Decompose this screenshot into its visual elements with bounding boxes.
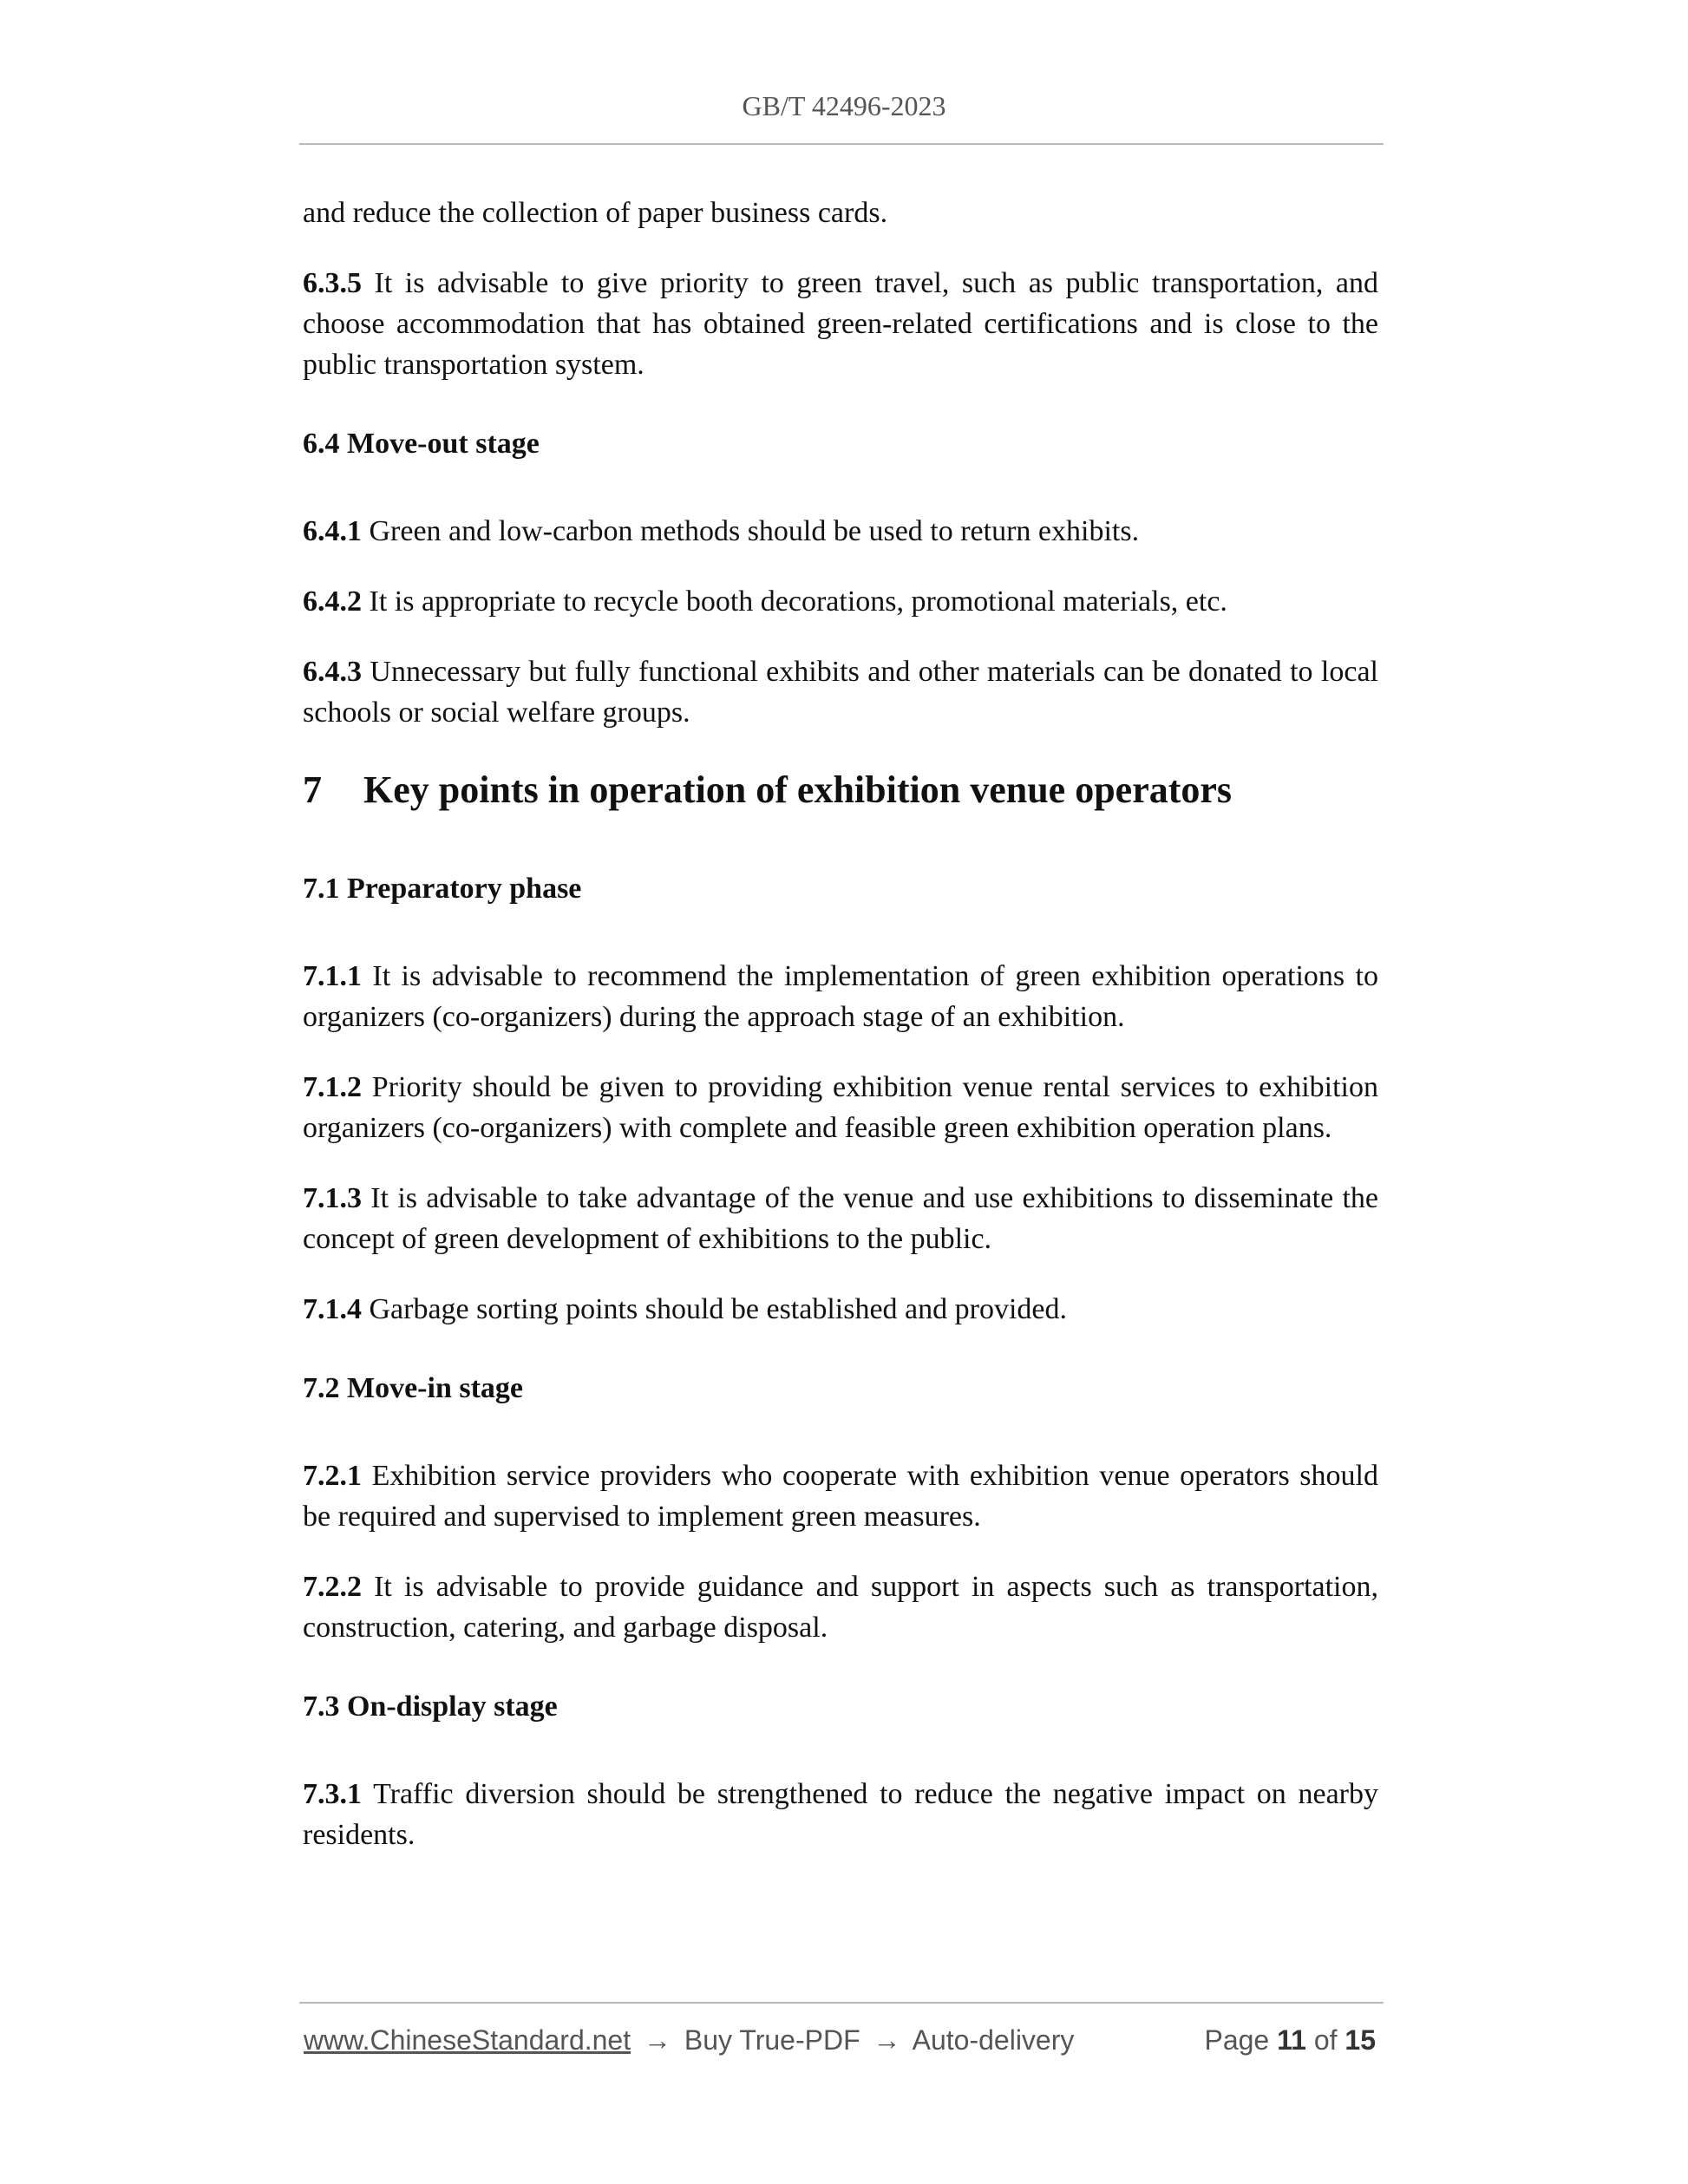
clause-number: 7.1.4 [303,1293,362,1325]
clause-7-1-3 [303,1178,1378,1259]
chapter-title: Key points in operation of exhibition venue operators [363,768,1233,811]
clause-number: 6.4.3 [303,656,362,688]
clause-number: 7.2.1 [303,1460,362,1492]
chapter-number: 7 [303,768,322,811]
clause-text: It is advisable to provide guidance and support in aspects such as transportation, construction, catering, and garbage disposal. [303,1571,1378,1644]
clause-7-3-1 [303,1774,1378,1855]
clause-7-2-1 [303,1455,1378,1537]
section-heading-6-4: 6.4 Move-out stage [303,428,540,460]
buy-pdf-text: Buy True-PDF [684,2024,860,2056]
clause-text: It is advisable to recommend the implementation of green exhibition operations to organizers (co-organizers) during the approach stage of an exhibition. [303,960,1378,1033]
clause-text: Exhibition service providers who cooperate with exhibition venue operators should be required and supervised to implement green measures. [303,1460,1378,1533]
clause-number: 6.3.5 [303,267,362,299]
paragraph-continuation [303,193,1378,233]
footer-divider [299,2002,1384,2004]
page-current: 11 [1277,2024,1306,2056]
clause-number: 7.1.3 [303,1182,362,1214]
clause-6-4-3 [303,651,1378,733]
arrow-right-icon: → [873,2024,901,2056]
clause-7-2-2 [303,1566,1378,1648]
clause-text: Unnecessary but fully functional exhibits and other materials can be donated to local schools or social welfare groups. [303,656,1378,729]
clause-6-3-5 [303,263,1378,385]
page-footer [304,2024,1379,2063]
clause-7-1-2 [303,1067,1378,1148]
clause-6-4-1 [303,511,1378,552]
document-id-header: GB/T 42496-2023 [742,90,946,121]
page-of-label: of [1313,2024,1338,2056]
clause-number: 6.4.2 [303,585,362,618]
section-heading-7-1: 7.1 Preparatory phase [303,873,582,905]
clause-text: Garbage sorting points should be established and provided. [362,1293,1068,1325]
clause-number: 7.3.1 [303,1778,362,1810]
header-divider [299,143,1384,145]
chapter-heading-7 [303,766,1378,814]
arrow-right-icon: → [644,2024,671,2056]
clause-7-1-1 [303,956,1378,1037]
clause-text: It is advisable to take advantage of the venue and use exhibitions to disseminate the concept of green development of exhibitions to the public. [303,1182,1378,1255]
page-label: Page [1204,2024,1270,2056]
clause-number: 7.1.1 [303,960,362,992]
auto-delivery-text: Auto-delivery [912,2024,1075,2056]
clause-text: Green and low-carbon methods should be used to return exhibits. [362,515,1140,547]
clause-7-1-4 [303,1289,1378,1330]
clause-text: It is appropriate to recycle booth decorations, promotional materials, etc. [362,585,1227,618]
section-heading-7-3: 7.3 On-display stage [303,1690,558,1723]
paragraph-text: and reduce the collection of paper business cards. [303,197,888,229]
clause-number: 7.1.2 [303,1071,362,1103]
page-total: 15 [1345,2024,1376,2056]
website-link[interactable]: www.ChineseStandard.net [304,2024,631,2056]
clause-text: Traffic diversion should be strengthened to reduce the negative impact on nearby residents. [303,1778,1378,1851]
clause-text: Priority should be given to providing exhibition venue rental services to exhibition organizers (co-organizers) with complete and feasible green exhibition operation plans. [303,1071,1378,1144]
clause-number: 6.4.1 [303,515,362,547]
section-heading-7-2: 7.2 Move-in stage [303,1372,524,1404]
footer-links [304,2024,1074,2056]
clause-6-4-2 [303,581,1378,622]
clause-text: It is advisable to give priority to green travel, such as public transportation, and choose accommodation that has obtained green-related certifications and is close to the public transportation system. [303,267,1378,381]
page-number [1204,2024,1376,2056]
document-body [303,193,1378,1885]
clause-number: 7.2.2 [303,1571,362,1603]
